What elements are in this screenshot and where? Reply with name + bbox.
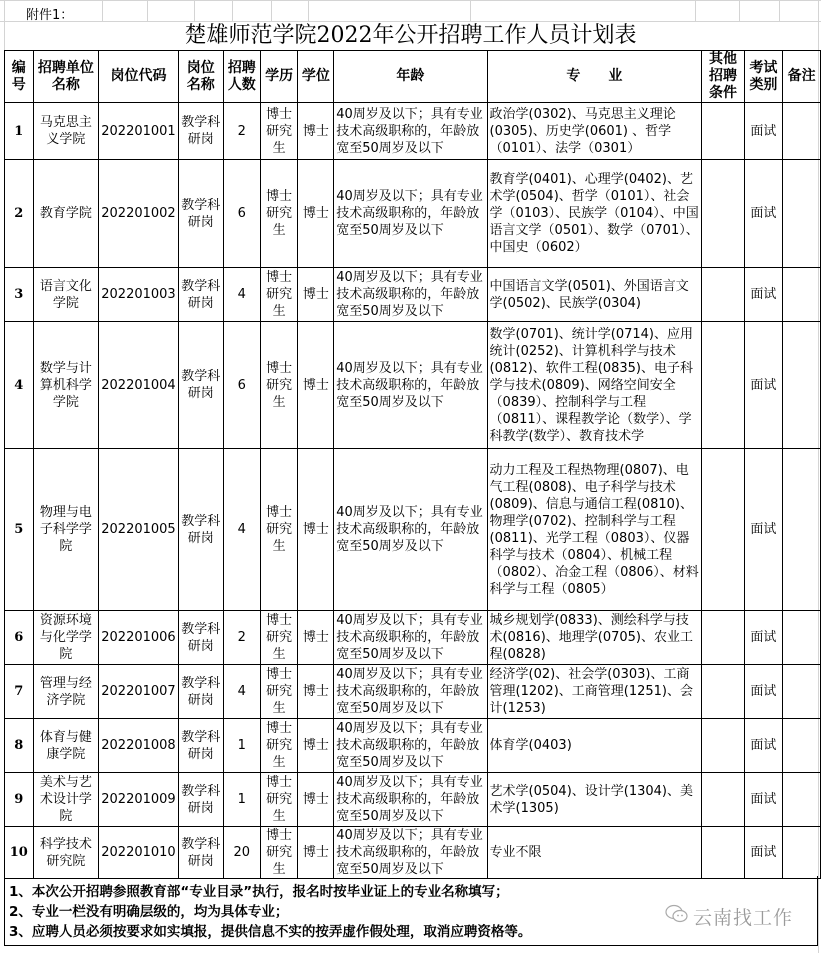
gridline xyxy=(779,0,780,21)
cell-no: 1 xyxy=(5,103,34,160)
gridline xyxy=(147,0,148,21)
cell-age: 40周岁及以下；具有专业技术高级职称的，年龄放宽至50周岁及以下 xyxy=(334,665,487,719)
table-row xyxy=(5,160,821,268)
cell-count: 6 xyxy=(223,322,260,449)
header-code: 岗位代码 xyxy=(99,51,178,103)
gridline xyxy=(739,0,740,21)
cell-no: 5 xyxy=(5,449,34,611)
cell-post: 教学科研岗 xyxy=(178,611,223,665)
cell-major: 城乡规划学(0833)、测绘科学与技术(0816)、地理学(0705)、农业工程(0828) xyxy=(487,611,702,665)
table-row xyxy=(5,665,821,719)
cell-age: 40周岁及以下；具有专业技术高级职称的，年龄放宽至50周岁及以下 xyxy=(334,773,487,827)
cell-major: 专业不限 xyxy=(487,827,702,879)
cell-exam: 面试 xyxy=(744,827,783,879)
cell-other xyxy=(702,160,744,268)
cell-degree: 博士 xyxy=(298,103,334,160)
cell-education: 博士研究生 xyxy=(260,611,298,665)
cell-post: 教学科研岗 xyxy=(178,773,223,827)
cell-no: 10 xyxy=(5,827,34,879)
cell-remark xyxy=(783,322,821,449)
cell-major: 数学(0701)、统计学(0714)、应用统计(0252)、计算机科学与技术(0812)、软件工程(0835)、电子科学与技术(0809)、网络空间安全（0839）、控制科学与工程（0811）、课程教学论（数学）、学科教学(数学）、教育技术学 xyxy=(487,322,702,449)
cell-remark xyxy=(783,611,821,665)
cell-degree: 博士 xyxy=(298,773,334,827)
cell-count: 1 xyxy=(223,773,260,827)
table-row xyxy=(5,268,821,322)
cell-degree: 博士 xyxy=(298,160,334,268)
cell-post: 教学科研岗 xyxy=(178,268,223,322)
cell-remark xyxy=(783,773,821,827)
gridline xyxy=(695,0,696,21)
cell-major: 艺术学(0504)、设计学(1304)、美术学(1305) xyxy=(487,773,702,827)
attachment-label: 附件1： xyxy=(26,8,74,23)
page-title: 楚雄师范学院2022年公开招聘工作人员计划表 xyxy=(184,23,637,48)
header-major: 专 业 xyxy=(487,51,702,103)
gridline xyxy=(0,0,821,1)
cell-no: 9 xyxy=(5,773,34,827)
cell-unit: 数学与计算机科学学院 xyxy=(33,322,99,449)
cell-education: 博士研究生 xyxy=(260,665,298,719)
cell-unit: 资源环境与化学学院 xyxy=(33,611,99,665)
header-remark: 备注 xyxy=(783,51,821,103)
cell-other xyxy=(702,719,744,773)
cell-exam: 面试 xyxy=(744,665,783,719)
cell-count: 2 xyxy=(223,103,260,160)
cell-major: 政治学(0302)、马克思主义理论(0305)、历史学(0601) 、哲学（0101）、法学（0301） xyxy=(487,103,702,160)
cell-remark xyxy=(783,103,821,160)
note-3: 3、应聘人员必须按要求如实填报，提供信息不实的按弄虚作假处理，取消应聘资格等。 xyxy=(9,924,532,940)
note-2: 2、专业一栏没有明确层级的，均为具体专业； xyxy=(9,904,289,920)
cell-count: 20 xyxy=(223,827,260,879)
table-row xyxy=(5,322,821,449)
cell-code: 202201008 xyxy=(99,719,178,773)
cell-age: 40周岁及以下；具有专业技术高级职称的，年龄放宽至50周岁及以下 xyxy=(334,322,487,449)
cell-education: 博士研究生 xyxy=(260,719,298,773)
cell-exam: 面试 xyxy=(744,103,783,160)
header-degree: 学位 xyxy=(298,51,334,103)
cell-count: 2 xyxy=(223,611,260,665)
cell-education: 博士研究生 xyxy=(260,827,298,879)
cell-code: 202201010 xyxy=(99,827,178,879)
cell-unit: 物理与电子科学学院 xyxy=(33,449,99,611)
gridline xyxy=(271,0,272,21)
cell-degree: 博士 xyxy=(298,611,334,665)
watermark-text: 云南找工作 xyxy=(693,907,794,929)
cell-code: 202201003 xyxy=(99,268,178,322)
cell-degree: 博士 xyxy=(298,719,334,773)
cell-unit: 马克思主义学院 xyxy=(33,103,99,160)
cell-age: 40周岁及以下；具有专业技术高级职称的，年龄放宽至50周岁及以下 xyxy=(334,268,487,322)
note-1: 1、本次公开招聘参照教育部“专业目录”执行，报名时按毕业证上的专业名称填写； xyxy=(9,884,509,900)
cell-exam: 面试 xyxy=(744,160,783,268)
wechat-icon xyxy=(665,904,689,928)
cell-education: 博士研究生 xyxy=(260,322,298,449)
table-row xyxy=(5,449,821,611)
cell-post: 教学科研岗 xyxy=(178,719,223,773)
cell-age: 40周岁及以下；具有专业技术高级职称的，年龄放宽至50周岁及以下 xyxy=(334,449,487,611)
cell-major: 经济学(02)、社会学(0303)、工商管理(1202)、工商管理(1251)、会计(1253) xyxy=(487,665,702,719)
cell-other xyxy=(702,773,744,827)
cell-other xyxy=(702,449,744,611)
cell-code: 202201007 xyxy=(99,665,178,719)
gridline xyxy=(232,0,233,21)
cell-other xyxy=(702,268,744,322)
cell-no: 6 xyxy=(5,611,34,665)
table-row xyxy=(5,827,821,879)
cell-education: 博士研究生 xyxy=(260,773,298,827)
cell-post: 教学科研岗 xyxy=(178,322,223,449)
table-row xyxy=(5,719,821,773)
table-row xyxy=(5,103,821,160)
cell-no: 3 xyxy=(5,268,34,322)
cell-age: 40周岁及以下；具有专业技术高级职称的，年龄放宽至50周岁及以下 xyxy=(334,827,487,879)
cell-remark xyxy=(783,719,821,773)
cell-other xyxy=(702,827,744,879)
cell-remark xyxy=(783,268,821,322)
cell-remark xyxy=(783,160,821,268)
cell-exam: 面试 xyxy=(744,773,783,827)
cell-no: 4 xyxy=(5,322,34,449)
cell-major: 教育学(0401)、心理学(0402)、艺术学(0504)、哲学（0101）、社会学（0103）、民族学（0104）、中国语言文学（0501）、数学（0701）、中国史（0602） xyxy=(487,160,702,268)
header-unit: 招聘单位名称 xyxy=(33,51,99,103)
cell-unit: 管理与经济学院 xyxy=(33,665,99,719)
cell-other xyxy=(702,322,744,449)
header-age: 年龄 xyxy=(334,51,487,103)
cell-unit: 语言文化学院 xyxy=(33,268,99,322)
cell-degree: 博士 xyxy=(298,665,334,719)
cell-post: 教学科研岗 xyxy=(178,103,223,160)
cell-count: 6 xyxy=(223,160,260,268)
header-count: 招聘人数 xyxy=(223,51,260,103)
cell-code: 202201002 xyxy=(99,160,178,268)
header-other: 其他招聘条件 xyxy=(702,51,744,103)
cell-count: 4 xyxy=(223,449,260,611)
cell-exam: 面试 xyxy=(744,719,783,773)
header-row xyxy=(5,51,821,103)
gridline xyxy=(194,0,195,21)
cell-exam: 面试 xyxy=(744,322,783,449)
cell-other xyxy=(702,103,744,160)
header-education: 学历 xyxy=(260,51,298,103)
cell-remark xyxy=(783,449,821,611)
cell-unit: 教育学院 xyxy=(33,160,99,268)
table-row xyxy=(5,611,821,665)
cell-other xyxy=(702,611,744,665)
recruitment-plan-table xyxy=(4,50,821,879)
table-row xyxy=(5,773,821,827)
cell-post: 教学科研岗 xyxy=(178,665,223,719)
cell-exam: 面试 xyxy=(744,611,783,665)
cell-unit: 科学技术研究院 xyxy=(33,827,99,879)
cell-unit: 体育与健康学院 xyxy=(33,719,99,773)
cell-count: 4 xyxy=(223,268,260,322)
cell-degree: 博士 xyxy=(298,449,334,611)
cell-no: 7 xyxy=(5,665,34,719)
cell-post: 教学科研岗 xyxy=(178,160,223,268)
cell-remark xyxy=(783,827,821,879)
gridline xyxy=(308,0,309,21)
gridline xyxy=(102,0,103,21)
cell-education: 博士研究生 xyxy=(260,103,298,160)
cell-no: 8 xyxy=(5,719,34,773)
cell-age: 40周岁及以下；具有专业技术高级职称的，年龄放宽至50周岁及以下 xyxy=(334,160,487,268)
header-no: 编号 xyxy=(5,51,34,103)
cell-age: 40周岁及以下；具有专业技术高级职称的，年龄放宽至50周岁及以下 xyxy=(334,611,487,665)
cell-code: 202201006 xyxy=(99,611,178,665)
cell-code: 202201004 xyxy=(99,322,178,449)
cell-unit: 美术与艺术设计学院 xyxy=(33,773,99,827)
header-post: 岗位名称 xyxy=(178,51,223,103)
cell-post: 教学科研岗 xyxy=(178,827,223,879)
cell-age: 40周岁及以下；具有专业技术高级职称的，年龄放宽至50周岁及以下 xyxy=(334,103,487,160)
cell-exam: 面试 xyxy=(744,449,783,611)
cell-count: 1 xyxy=(223,719,260,773)
cell-code: 202201001 xyxy=(99,103,178,160)
cell-education: 博士研究生 xyxy=(260,449,298,611)
cell-age: 40周岁及以下；具有专业技术高级职称的，年龄放宽至50周岁及以下 xyxy=(334,719,487,773)
cell-exam: 面试 xyxy=(744,268,783,322)
watermark xyxy=(665,903,793,930)
cell-education: 博士研究生 xyxy=(260,268,298,322)
gridline xyxy=(470,0,471,21)
cell-count: 4 xyxy=(223,665,260,719)
cell-degree: 博士 xyxy=(298,268,334,322)
cell-degree: 博士 xyxy=(298,827,334,879)
cell-major: 动力工程及工程热物理(0807)、电气工程(0808)、电子科学与技术(0809)、信息与通信工程(0810)、物理学(0702)、控制科学与工程(0811)、光学工程（0803）、仪器科学与技术（0804）、机械工程（0802）、冶金工程（0806）、材料科学与工程（0805） xyxy=(487,449,702,611)
header-exam: 考试类别 xyxy=(744,51,783,103)
cell-other xyxy=(702,665,744,719)
cell-code: 202201005 xyxy=(99,449,178,611)
cell-degree: 博士 xyxy=(298,322,334,449)
cell-post: 教学科研岗 xyxy=(178,449,223,611)
cell-no: 2 xyxy=(5,160,34,268)
cell-education: 博士研究生 xyxy=(260,160,298,268)
cell-remark xyxy=(783,665,821,719)
cell-code: 202201009 xyxy=(99,773,178,827)
cell-major: 体育学(0403) xyxy=(487,719,702,773)
cell-major: 中国语言文学(0501)、外国语言文学(0502)、民族学(0304) xyxy=(487,268,702,322)
